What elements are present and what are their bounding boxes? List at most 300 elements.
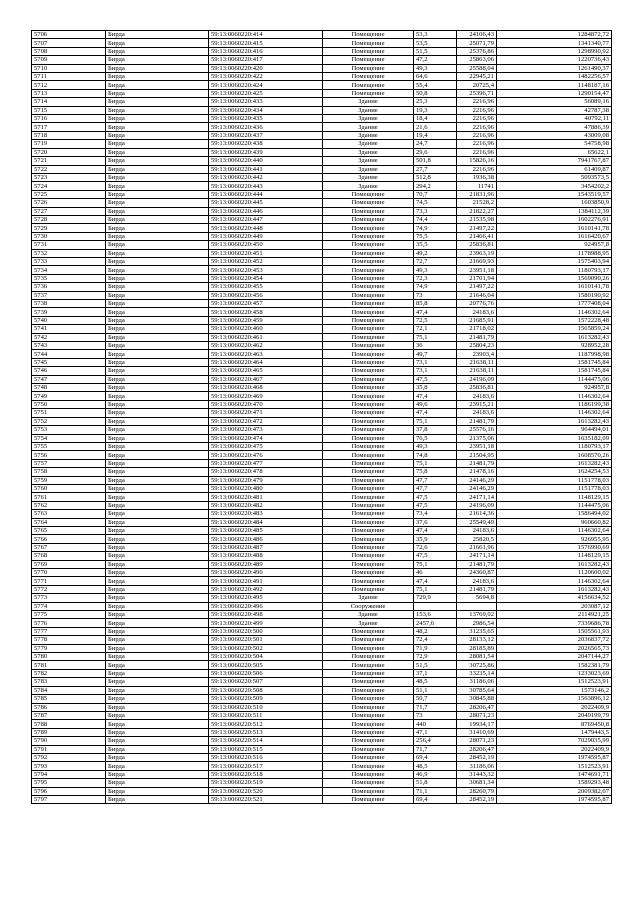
locality-cell: Бирда	[106, 484, 209, 492]
object-type-cell: Здание	[323, 131, 414, 139]
area-cell: 37,1	[414, 669, 457, 677]
table-row	[32, 552, 612, 560]
row-number-cell: 5783	[32, 678, 106, 686]
locality-cell: Бирда	[106, 451, 209, 459]
cadastral-number-cell: 59:13:0060220:462	[209, 342, 323, 350]
cadastral-value-cell: 1146302,64	[497, 409, 612, 417]
row-number-cell: 5729	[32, 224, 106, 232]
cadastral-number-cell: 59:13:0060220:436	[209, 123, 323, 131]
price-per-unit-cell: 22945,21	[457, 73, 497, 81]
locality-cell: Бирда	[106, 661, 209, 669]
row-number-cell: 5706	[32, 31, 106, 39]
price-per-unit-cell: 31410,69	[457, 728, 497, 736]
row-number-cell: 5708	[32, 47, 106, 55]
cadastral-number-cell: 59:13:0060220:480	[209, 484, 323, 492]
cadastral-number-cell: 59:13:0060220:495	[209, 594, 323, 602]
area-cell: 36	[414, 342, 457, 350]
cadastral-value-cell: 1777408,04	[497, 300, 612, 308]
area-cell: 47,7	[414, 484, 457, 492]
object-type-cell: Помещение	[323, 325, 414, 333]
locality-cell: Бирда	[106, 140, 209, 148]
table-row	[32, 207, 612, 215]
cadastral-value-cell: 1384112,39	[497, 207, 612, 215]
price-per-unit-cell: 23951,18	[457, 442, 497, 450]
row-number-cell: 5792	[32, 753, 106, 761]
table-row	[32, 232, 612, 240]
area-cell: 729,9	[414, 594, 457, 602]
object-type-cell: Помещение	[323, 300, 414, 308]
table-row	[32, 627, 612, 635]
price-per-unit-cell: 24106,43	[457, 31, 497, 39]
area-cell: 72,6	[414, 543, 457, 551]
table-row	[32, 215, 612, 223]
table-row	[32, 140, 612, 148]
cadastral-value-cell: 61409,87	[497, 165, 612, 173]
locality-cell: Бирда	[106, 510, 209, 518]
cadastral-value-cell: 1563896,12	[497, 695, 612, 703]
object-type-cell: Здание	[323, 619, 414, 627]
row-number-cell: 5738	[32, 300, 106, 308]
locality-cell: Бирда	[106, 678, 209, 686]
object-type-cell: Здание	[323, 106, 414, 114]
cadastral-value-cell: 1569090,26	[497, 274, 612, 282]
row-number-cell: 5736	[32, 283, 106, 291]
price-per-unit-cell: 31186,06	[457, 678, 497, 686]
property-table	[31, 30, 612, 804]
row-number-cell: 5739	[32, 308, 106, 316]
table-row	[32, 266, 612, 274]
object-type-cell: Помещение	[323, 73, 414, 81]
locality-cell: Бирда	[106, 526, 209, 534]
price-per-unit-cell: 25836,81	[457, 241, 497, 249]
area-cell: 75,1	[414, 560, 457, 568]
cadastral-value-cell: 2022409,9	[497, 745, 612, 753]
table-row	[32, 459, 612, 467]
area-cell: 50,7	[414, 695, 457, 703]
cadastral-value-cell: 2026565,73	[497, 644, 612, 652]
locality-cell: Бирда	[106, 98, 209, 106]
price-per-unit-cell: 20725,4	[457, 81, 497, 89]
cadastral-value-cell: 1144475,06	[497, 375, 612, 383]
object-type-cell: Помещение	[323, 459, 414, 467]
locality-cell: Бирда	[106, 695, 209, 703]
area-cell: 47,4	[414, 308, 457, 316]
area-cell: 72,9	[414, 653, 457, 661]
locality-cell: Бирда	[106, 157, 209, 165]
row-number-cell: 5763	[32, 510, 106, 518]
cadastral-value-cell: 1543519,57	[497, 190, 612, 198]
price-per-unit-cell: 21669,93	[457, 257, 497, 265]
cadastral-value-cell: 1148129,15	[497, 552, 612, 560]
object-type-cell: Помещение	[323, 476, 414, 484]
cadastral-number-cell: 59:13:0060220:475	[209, 442, 323, 450]
cadastral-value-cell: 1146302,64	[497, 577, 612, 585]
cadastral-value-cell: 1187998,98	[497, 350, 612, 358]
price-per-unit-cell: 28260,79	[457, 787, 497, 795]
row-number-cell: 5746	[32, 367, 106, 375]
cadastral-value-cell: 1341340,77	[497, 39, 612, 47]
row-number-cell: 5724	[32, 182, 106, 190]
area-cell: 49,3	[414, 64, 457, 72]
cadastral-number-cell: 59:13:0060220:434	[209, 106, 323, 114]
row-number-cell: 5767	[32, 543, 106, 551]
table-row	[32, 501, 612, 509]
row-number-cell: 5745	[32, 358, 106, 366]
cadastral-number-cell: 59:13:0060220:441	[209, 165, 323, 173]
area-cell: 69,4	[414, 795, 457, 803]
row-number-cell: 5725	[32, 190, 106, 198]
area-cell: 75,1	[414, 333, 457, 341]
price-per-unit-cell: 23903,4	[457, 350, 497, 358]
price-per-unit-cell: 21481,79	[457, 585, 497, 593]
area-cell: 24,7	[414, 140, 457, 148]
table-row	[32, 468, 612, 476]
table-row	[32, 476, 612, 484]
locality-cell: Бирда	[106, 611, 209, 619]
price-per-unit-cell: 30845,88	[457, 695, 497, 703]
price-per-unit-cell: 25576,16	[457, 426, 497, 434]
cadastral-value-cell: 964494,01	[497, 426, 612, 434]
price-per-unit-cell: 2216,96	[457, 165, 497, 173]
cadastral-value-cell: 1144475,06	[497, 501, 612, 509]
price-per-unit-cell: 28133,12	[457, 636, 497, 644]
cadastral-number-cell: 59:13:0060220:517	[209, 762, 323, 770]
table-row	[32, 753, 612, 761]
locality-cell: Бирда	[106, 89, 209, 97]
locality-cell: Бирда	[106, 417, 209, 425]
cadastral-number-cell: 59:13:0060220:433	[209, 98, 323, 106]
row-number-cell: 5780	[32, 653, 106, 661]
price-per-unit-cell: 20776,76	[457, 300, 497, 308]
cadastral-value-cell: 1575403,94	[497, 257, 612, 265]
locality-cell: Бирда	[106, 148, 209, 156]
object-type-cell: Помещение	[323, 510, 414, 518]
area-cell: 75,5	[414, 232, 457, 240]
price-per-unit-cell: 24146,29	[457, 484, 497, 492]
table-row	[32, 81, 612, 89]
price-per-unit-cell: 21614,36	[457, 510, 497, 518]
locality-cell: Бирда	[106, 720, 209, 728]
object-type-cell: Помещение	[323, 308, 414, 316]
cadastral-number-cell: 59:13:0060220:482	[209, 501, 323, 509]
cadastral-number-cell: 59:13:0060220:422	[209, 73, 323, 81]
cadastral-value-cell: 1146302,64	[497, 308, 612, 316]
price-per-unit-cell: 31186,06	[457, 762, 497, 770]
table-row	[32, 661, 612, 669]
cadastral-number-cell: 59:13:0060220:442	[209, 173, 323, 181]
area-cell: 72,1	[414, 325, 457, 333]
row-number-cell: 5781	[32, 661, 106, 669]
table-row	[32, 47, 612, 55]
cadastral-number-cell: 59:13:0060220:486	[209, 535, 323, 543]
object-type-cell: Здание	[323, 594, 414, 602]
area-cell: 19,4	[414, 131, 457, 139]
cadastral-value-cell: 1589293,48	[497, 779, 612, 787]
cadastral-value-cell: 1613282,43	[497, 585, 612, 593]
cadastral-number-cell: 59:13:0060220:414	[209, 31, 323, 39]
object-type-cell: Помещение	[323, 342, 414, 350]
object-type-cell: Помещение	[323, 627, 414, 635]
object-type-cell: Помещение	[323, 266, 414, 274]
cadastral-number-cell: 59:13:0060220:474	[209, 434, 323, 442]
area-cell: 73	[414, 291, 457, 299]
price-per-unit-cell: 25804,23	[457, 342, 497, 350]
cadastral-number-cell: 59:13:0060220:459	[209, 316, 323, 324]
locality-cell: Бирда	[106, 350, 209, 358]
price-per-unit-cell: 28185,89	[457, 644, 497, 652]
table-row	[32, 157, 612, 165]
cadastral-value-cell: 2022409,9	[497, 703, 612, 711]
area-cell: 48,5	[414, 678, 457, 686]
object-type-cell: Помещение	[323, 64, 414, 72]
cadastral-number-cell: 59:13:0060220:458	[209, 308, 323, 316]
table-row	[32, 224, 612, 232]
cadastral-value-cell: 42787,38	[497, 106, 612, 114]
area-cell: 75,8	[414, 468, 457, 476]
area-cell: 72,3	[414, 274, 457, 282]
cadastral-number-cell: 59:13:0060220:450	[209, 241, 323, 249]
area-cell: 35,8	[414, 384, 457, 392]
area-cell: 49,7	[414, 350, 457, 358]
cadastral-number-cell: 59:13:0060220:488	[209, 552, 323, 560]
cadastral-number-cell: 59:13:0060220:511	[209, 711, 323, 719]
locality-cell: Бирда	[106, 173, 209, 181]
area-cell: 71,7	[414, 745, 457, 753]
table-row	[32, 594, 612, 602]
cadastral-value-cell: 43009,08	[497, 131, 612, 139]
cadastral-number-cell: 59:13:0060220:467	[209, 375, 323, 383]
object-type-cell: Помещение	[323, 409, 414, 417]
locality-cell: Бирда	[106, 283, 209, 291]
row-number-cell: 5773	[32, 594, 106, 602]
cadastral-value-cell: 1290154,47	[497, 89, 612, 97]
table-row	[32, 400, 612, 408]
locality-cell: Бирда	[106, 711, 209, 719]
cadastral-value-cell: 1151778,03	[497, 484, 612, 492]
object-type-cell: Здание	[323, 115, 414, 123]
area-cell: 47,4	[414, 577, 457, 585]
area-cell: 51,5	[414, 47, 457, 55]
cadastral-value-cell: 1261490,37	[497, 64, 612, 72]
row-number-cell: 5726	[32, 199, 106, 207]
locality-cell: Бирда	[106, 199, 209, 207]
cadastral-value-cell: 1151778,03	[497, 476, 612, 484]
row-number-cell: 5732	[32, 249, 106, 257]
cadastral-number-cell: 59:13:0060220:509	[209, 695, 323, 703]
locality-cell: Бирда	[106, 300, 209, 308]
cadastral-number-cell: 59:13:0060220:502	[209, 644, 323, 652]
object-type-cell: Помещение	[323, 316, 414, 324]
cadastral-value-cell: 47886,39	[497, 123, 612, 131]
object-type-cell: Помещение	[323, 560, 414, 568]
row-number-cell: 5788	[32, 720, 106, 728]
row-number-cell: 5710	[32, 64, 106, 72]
cadastral-number-cell: 59:13:0060220:513	[209, 728, 323, 736]
area-cell: 76,5	[414, 434, 457, 442]
locality-cell: Бирда	[106, 745, 209, 753]
table-row	[32, 569, 612, 577]
row-number-cell: 5754	[32, 434, 106, 442]
area-cell: 72,5	[414, 316, 457, 324]
object-type-cell: Помещение	[323, 392, 414, 400]
cadastral-value-cell: 1180793,17	[497, 266, 612, 274]
locality-cell: Бирда	[106, 291, 209, 299]
row-number-cell: 5722	[32, 165, 106, 173]
cadastral-number-cell: 59:13:0060220:464	[209, 358, 323, 366]
locality-cell: Бирда	[106, 543, 209, 551]
price-per-unit-cell: 24183,6	[457, 308, 497, 316]
cadastral-number-cell: 59:13:0060220:473	[209, 426, 323, 434]
cadastral-value-cell: 1610141,78	[497, 283, 612, 291]
price-per-unit-cell: 28452,19	[457, 795, 497, 803]
cadastral-value-cell: 7339686,78	[497, 619, 612, 627]
table-row	[32, 350, 612, 358]
price-per-unit-cell: 21831,96	[457, 190, 497, 198]
area-cell: 25,3	[414, 98, 457, 106]
price-per-unit-cell: 21822,27	[457, 207, 497, 215]
locality-cell: Бирда	[106, 316, 209, 324]
price-per-unit-cell: 33235,14	[457, 669, 497, 677]
row-number-cell: 5711	[32, 73, 106, 81]
locality-cell: Бирда	[106, 207, 209, 215]
price-per-unit-cell: 21638,11	[457, 367, 497, 375]
row-number-cell: 5756	[32, 451, 106, 459]
cadastral-value-cell: 926955,95	[497, 535, 612, 543]
locality-cell: Бирда	[106, 762, 209, 770]
price-per-unit-cell: 2216,96	[457, 148, 497, 156]
area-cell: 2457,6	[414, 619, 457, 627]
locality-cell: Бирда	[106, 602, 209, 610]
locality-cell: Бирда	[106, 308, 209, 316]
table-row	[32, 148, 612, 156]
price-per-unit-cell: 21685,91	[457, 316, 497, 324]
object-type-cell: Помещение	[323, 577, 414, 585]
cadastral-number-cell: 59:13:0060220:516	[209, 753, 323, 761]
object-type-cell: Помещение	[323, 291, 414, 299]
object-type-cell: Помещение	[323, 501, 414, 509]
table-row	[32, 115, 612, 123]
table-row	[32, 325, 612, 333]
object-type-cell: Помещение	[323, 669, 414, 677]
cadastral-value-cell: 1624254,53	[497, 468, 612, 476]
object-type-cell: Помещение	[323, 426, 414, 434]
cadastral-number-cell: 59:13:0060220:514	[209, 737, 323, 745]
price-per-unit-cell: 21481,79	[457, 560, 497, 568]
table-row	[32, 669, 612, 677]
locality-cell: Бирда	[106, 81, 209, 89]
area-cell: 51,5	[414, 661, 457, 669]
table-row	[32, 173, 612, 181]
cadastral-number-cell: 59:13:0060220:477	[209, 459, 323, 467]
cadastral-number-cell: 59:13:0060220:520	[209, 787, 323, 795]
locality-cell: Бирда	[106, 358, 209, 366]
table-row	[32, 190, 612, 198]
locality-cell: Бирда	[106, 241, 209, 249]
locality-cell: Бирда	[106, 501, 209, 509]
cadastral-value-cell: 1505561,93	[497, 627, 612, 635]
row-number-cell: 5715	[32, 106, 106, 114]
area-cell: 70,7	[414, 190, 457, 198]
cadastral-value-cell: 928952,28	[497, 342, 612, 350]
price-per-unit-cell: 2216,96	[457, 123, 497, 131]
object-type-cell: Помещение	[323, 493, 414, 501]
cadastral-number-cell: 59:13:0060220:518	[209, 770, 323, 778]
locality-cell: Бирда	[106, 703, 209, 711]
cadastral-number-cell: 59:13:0060220:470	[209, 400, 323, 408]
price-per-unit-cell: 24171,14	[457, 493, 497, 501]
cadastral-number-cell: 59:13:0060220:469	[209, 392, 323, 400]
locality-cell: Бирда	[106, 266, 209, 274]
locality-cell: Бирда	[106, 274, 209, 282]
cadastral-number-cell: 59:13:0060220:440	[209, 157, 323, 165]
area-cell: 71,9	[414, 644, 457, 652]
cadastral-value-cell: 3454202,2	[497, 182, 612, 190]
row-number-cell: 5749	[32, 392, 106, 400]
locality-cell: Бирда	[106, 392, 209, 400]
cadastral-number-cell: 59:13:0060220:485	[209, 526, 323, 534]
locality-cell: Бирда	[106, 728, 209, 736]
table-row	[32, 64, 612, 72]
cadastral-number-cell: 59:13:0060220:416	[209, 47, 323, 55]
cadastral-number-cell: 59:13:0060220:507	[209, 678, 323, 686]
table-row	[32, 342, 612, 350]
object-type-cell: Помещение	[323, 257, 414, 265]
area-cell: 19,3	[414, 106, 457, 114]
area-cell: 74,9	[414, 283, 457, 291]
area-cell: 47,5	[414, 552, 457, 560]
cadastral-value-cell: 1148129,15	[497, 493, 612, 501]
cadastral-number-cell: 59:13:0060220:465	[209, 367, 323, 375]
row-number-cell: 5787	[32, 711, 106, 719]
row-number-cell: 5742	[32, 333, 106, 341]
locality-cell: Бирда	[106, 442, 209, 450]
row-number-cell: 5769	[32, 560, 106, 568]
price-per-unit-cell: 2216,96	[457, 115, 497, 123]
price-per-unit-cell: 2216,96	[457, 131, 497, 139]
cadastral-value-cell: 960660,82	[497, 518, 612, 526]
row-number-cell: 5779	[32, 644, 106, 652]
row-number-cell: 5721	[32, 157, 106, 165]
object-type-cell: Помещение	[323, 207, 414, 215]
cadastral-number-cell: 59:13:0060220:476	[209, 451, 323, 459]
cadastral-number-cell: 59:13:0060220:444	[209, 190, 323, 198]
cadastral-value-cell: 4156634,52	[497, 594, 612, 602]
table-row	[32, 678, 612, 686]
row-number-cell: 5760	[32, 484, 106, 492]
cadastral-value-cell: 1613282,43	[497, 417, 612, 425]
area-cell: 49,2	[414, 249, 457, 257]
table-row	[32, 493, 612, 501]
cadastral-value-cell: 5093573,5	[497, 173, 612, 181]
locality-cell: Бирда	[106, 459, 209, 467]
price-per-unit-cell: 21466,41	[457, 232, 497, 240]
row-number-cell: 5737	[32, 291, 106, 299]
price-per-unit-cell: 21646,04	[457, 291, 497, 299]
cadastral-value-cell: 1479443,5	[497, 728, 612, 736]
price-per-unit-cell: 21497,22	[457, 224, 497, 232]
cadastral-value-cell: 924957,8	[497, 241, 612, 249]
row-number-cell: 5709	[32, 56, 106, 64]
price-per-unit-cell: 21497,22	[457, 283, 497, 291]
object-type-cell: Помещение	[323, 745, 414, 753]
cadastral-number-cell: 59:13:0060220:499	[209, 619, 323, 627]
cadastral-number-cell: 59:13:0060220:424	[209, 81, 323, 89]
object-type-cell: Помещение	[323, 375, 414, 383]
locality-cell: Бирда	[106, 123, 209, 131]
locality-cell: Бирда	[106, 753, 209, 761]
locality-cell: Бирда	[106, 585, 209, 593]
area-cell: 71,7	[414, 703, 457, 711]
